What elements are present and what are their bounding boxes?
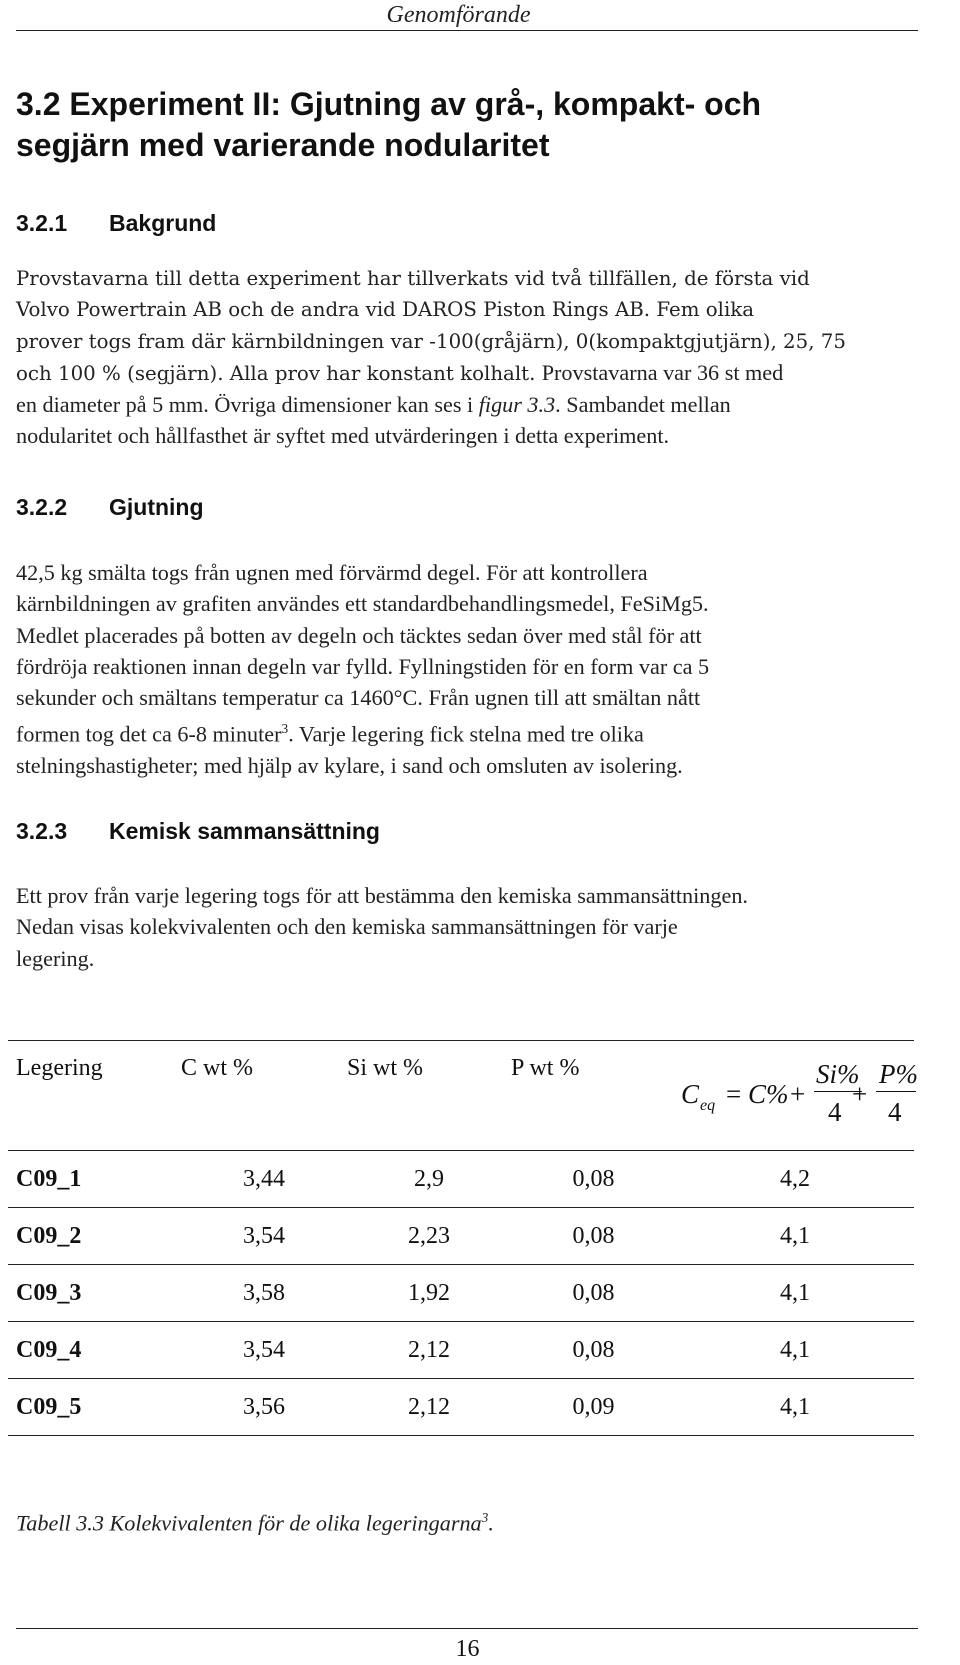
table-header-row xyxy=(8,1041,914,1151)
carbon-equivalent-formula xyxy=(676,1055,918,1135)
running-header: Genomförande xyxy=(386,2,531,28)
table-row xyxy=(8,1208,914,1265)
cell-ceq: 4,1 xyxy=(676,1322,914,1379)
cell-ceq: 4,1 xyxy=(676,1208,914,1265)
paragraph-line: Nedan visas kolekvivalenten och den kemiska sammansättningen för varje xyxy=(16,914,678,940)
paragraph-line: Provstavarna till detta experiment har tillverkats vid två tillfällen, de första vid xyxy=(16,267,810,290)
table-caption xyxy=(16,1510,494,1536)
section-heading-line-1: 3.2 Experiment II: Gjutning av grå-, kompakt- och xyxy=(16,86,762,122)
paragraph-line: 42,5 kg smälta togs från ugnen med förvärmd degel. För att kontrollera xyxy=(16,560,648,585)
subsection-number: 3.2.3 xyxy=(16,818,68,844)
subsection-heading-gjutning xyxy=(16,494,204,521)
footnote-reference: 3 xyxy=(481,1510,489,1525)
paragraph-line: legering. xyxy=(16,945,95,971)
cell-legering: C09_4 xyxy=(8,1322,181,1379)
cell-c-wt: 3,54 xyxy=(181,1208,347,1265)
cell-ceq: 4,1 xyxy=(676,1379,914,1436)
table-row xyxy=(8,1322,914,1379)
formula-lhs: C xyxy=(681,1079,700,1109)
cell-ceq: 4,2 xyxy=(676,1151,914,1208)
column-header-p-wt: P wt % xyxy=(511,1041,676,1151)
caption-end: . xyxy=(488,1510,494,1536)
figure-reference: figur 3.3 xyxy=(478,392,556,418)
caption-text: Tabell 3.3 Kolekvivalenten för de olika legeringarna xyxy=(16,1510,482,1536)
subsection-heading-bakgrund xyxy=(16,210,216,237)
cell-p-wt: 0,09 xyxy=(511,1379,676,1436)
paragraph-line-part: och 100 % (segjärn). Alla prov har konstant kolhalt. xyxy=(16,361,542,385)
formula-lhs-subscript: eq xyxy=(700,1097,716,1114)
paragraph-line: Ett prov från varje legering togs för att bestämma den kemiska sammansättningen. xyxy=(16,883,748,908)
cell-si-wt: 1,92 xyxy=(347,1265,511,1322)
cell-si-wt: 2,9 xyxy=(347,1151,511,1208)
cell-c-wt: 3,44 xyxy=(181,1151,347,1208)
column-header-c-wt: C wt % xyxy=(181,1041,347,1151)
cell-p-wt: 0,08 xyxy=(511,1151,676,1208)
cell-c-wt: 3,54 xyxy=(181,1322,347,1379)
table-row xyxy=(8,1265,914,1322)
fraction-bar xyxy=(876,1091,916,1092)
subsection-number: 3.2.2 xyxy=(16,494,68,520)
column-header-si-wt: Si wt % xyxy=(347,1041,511,1151)
paragraph-line: Medlet placerades på botten av degeln och täcktes sedan över med stål för att xyxy=(16,622,702,648)
formula-equals: = xyxy=(726,1079,742,1109)
footnote-reference: 3 xyxy=(281,721,289,737)
paragraph-line xyxy=(16,713,916,750)
subsection-heading-kemisk-sammansattning xyxy=(16,818,380,845)
subsection-title: Gjutning xyxy=(109,494,204,520)
table-row xyxy=(8,1379,914,1436)
header-rule xyxy=(16,30,918,31)
cell-p-wt: 0,08 xyxy=(511,1322,676,1379)
cell-legering: C09_1 xyxy=(8,1151,181,1208)
table-row xyxy=(8,1151,914,1208)
section-heading xyxy=(16,84,916,166)
formula-term-c: C% xyxy=(748,1079,789,1109)
subsection-number: 3.2.1 xyxy=(16,210,68,236)
page-number: 16 xyxy=(455,1636,480,1662)
column-header-ceq-formula xyxy=(676,1041,918,1151)
paragraph-line-part: en diameter på 5 mm. Övriga dimensioner kan ses i xyxy=(16,392,479,418)
paragraph-kemisk-sammansattning xyxy=(16,880,916,974)
paragraph-line-part: . Varje legering fick stelna med tre olika xyxy=(288,721,644,747)
cell-p-wt: 0,08 xyxy=(511,1208,676,1265)
subsection-title: Bakgrund xyxy=(109,210,217,236)
paragraph-line: stelningshastigheter; med hjälp av kylare, i sand och omsluten av isolering. xyxy=(16,753,683,779)
cell-c-wt: 3,56 xyxy=(181,1379,347,1436)
paragraph-line-part: formen tog det ca 6-8 minuter xyxy=(16,721,282,747)
formula-plus: + xyxy=(790,1079,806,1109)
composition-table xyxy=(8,1040,918,1436)
formula-numerator-p: P% xyxy=(879,1059,918,1089)
paragraph-line-part: . Sambandet mellan xyxy=(555,392,731,418)
paragraph-line: Volvo Powertrain AB och de andra vid DAROS Piston Rings AB. Fem olika xyxy=(16,298,755,322)
cell-legering: C09_3 xyxy=(8,1265,181,1322)
cell-ceq: 4,1 xyxy=(676,1265,914,1322)
paragraph-line: prover togs fram där kärnbildningen var -100(gråjärn), 0(kompaktgjutjärn), 25, 75 xyxy=(16,329,846,353)
formula-plus: + xyxy=(852,1079,868,1109)
cell-si-wt: 2,12 xyxy=(347,1322,511,1379)
paragraph-gjutning xyxy=(16,557,916,781)
paragraph-line: sekunder och smältans temperatur ca 1460°C. Från ugnen till att smältan nått xyxy=(16,685,701,711)
cell-legering: C09_5 xyxy=(8,1379,181,1436)
paragraph-line xyxy=(16,357,916,389)
cell-legering: C09_2 xyxy=(8,1208,181,1265)
formula-denominator: 4 xyxy=(888,1097,902,1127)
subsection-title: Kemisk sammansättning xyxy=(109,818,380,844)
paragraph-line: nodularitet och hållfasthet är syftet med utvärderingen i detta experiment. xyxy=(16,423,670,449)
paragraph-line-part: Provstavarna var 36 st med xyxy=(541,359,784,385)
paragraph-bakgrund xyxy=(16,263,916,452)
cell-si-wt: 2,23 xyxy=(347,1208,511,1265)
formula-denominator: 4 xyxy=(828,1097,842,1127)
paragraph-line: kärnbildningen av grafiten användes ett standardbehandlingsmedel, FeSiMg5. xyxy=(16,591,709,617)
cell-si-wt: 2,12 xyxy=(347,1379,511,1436)
cell-p-wt: 0,08 xyxy=(511,1265,676,1322)
column-header-legering: Legering xyxy=(8,1041,181,1151)
section-heading-line-2: segjärn med varierande nodularitet xyxy=(16,127,550,163)
paragraph-line xyxy=(16,389,916,420)
cell-c-wt: 3,58 xyxy=(181,1265,347,1322)
paragraph-line: fördröja reaktionen innan degeln var fylld. Fyllningstiden för en form var ca 5 xyxy=(16,653,710,679)
formula-numerator-si: Si% xyxy=(816,1059,860,1089)
footer-rule xyxy=(16,1628,918,1629)
